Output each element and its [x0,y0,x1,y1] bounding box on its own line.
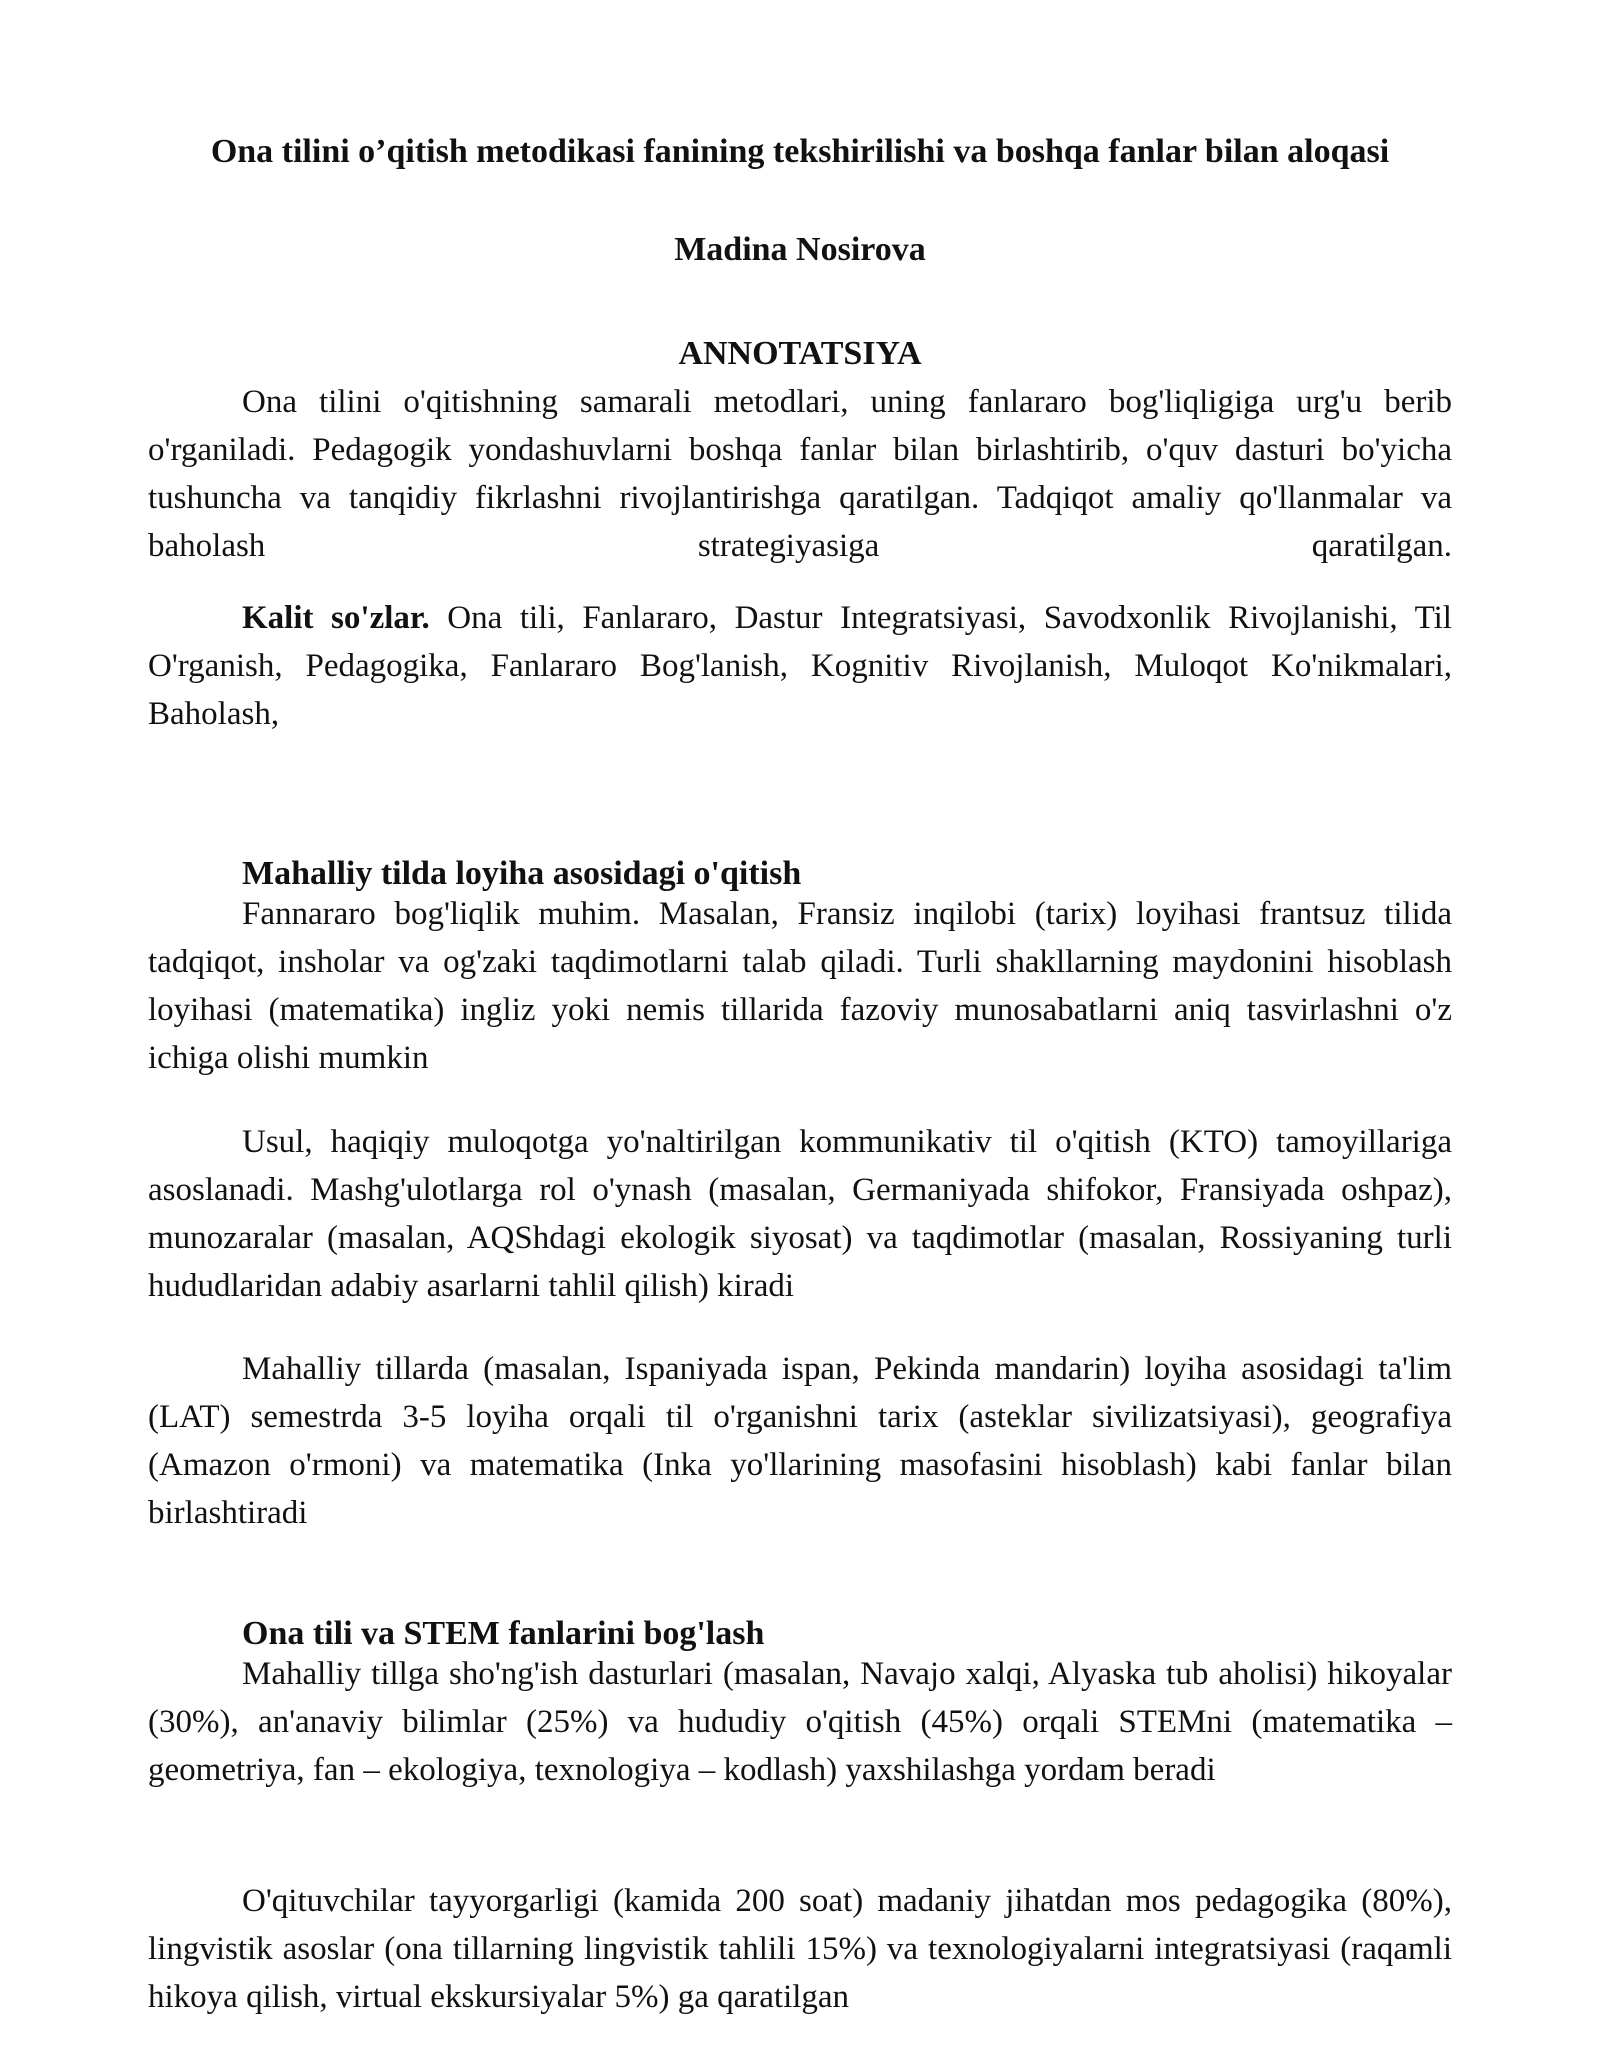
keywords-label: Kalit so'zlar. [242,600,430,636]
author-name: Madina Nosirova [674,231,926,268]
keywords-paragraph [148,594,1452,738]
section1-paragraph-2: Usul, haqiqiy muloqotga yo'naltirilgan kommunikativ til o'qitish (KTO) tamoyillariga asoslanadi. Mashg'ulotlarga rol o'ynash (masalan, Germaniyada shifokor, Fransiyada oshpaz), munozaralar (masalan, AQShdagi ekologik siyosat) va taqdimotlar (masalan, Rossiyaning turli hududlaridan adabiy asarlarni tahlil qilish) kiradi [148,1124,1452,1304]
section2-paragraph-1: Mahalliy tillga sho'ng'ish dasturlari (masalan, Navajo xalqi, Alyaska tub aholisi) hikoyalar (30%), an'anaviy bilimlar (25%) va hududiy o'qitish (45%) orqali STEMni (matematika – geometriya, fan – ekologiya, texnologiya – kodlash) yaxshilashga yordam beradi [148,1656,1452,1788]
section-heading-stem: Ona tili va STEM fanlarini bog'lash [242,1615,765,1652]
section1-paragraph-1: Fannararo bog'liqlik muhim. Masalan, Fransiz inqilobi (tarix) loyihasi frantsuz tilida tadqiqot, insholar va og'zaki taqdimotlarni talab qiladi. Turli shakllarning maydonini hisoblash loyihasi (matematika) ingliz yoki nemis tillarida fazoviy munosabatlarni aniq tasvirlashni o'z ichiga olishi mumkin [148,896,1452,1076]
section1-paragraph-3: Mahalliy tillarda (masalan, Ispaniyada ispan, Pekinda mandarin) loyiha asosidagi ta'lim (LAT) semestrda 3-5 loyiha orqali til o'rganishni tarix (asteklar sivilizatsiyasi), geografiya (Amazon o'rmoni) va matematika (Inka yo'llarining masofasini hisoblash) kabi fanlar bilan birlashtiradi [148,1351,1452,1531]
annotation-text: Ona tilini o'qitishning samarali metodlari, uning fanlararo bog'liqligiga urg'u berib o'rganiladi. Pedagogik yondashuvlarni boshqa fanlar bilan birlashtirib, o'quv dasturi bo'yicha tushuncha va tanqidiy fikrlashni rivojlantirishga qaratilgan. Tadqiqot amaliy qo'llanmalar va baholash strategiyasiga qaratilgan. [148,384,1452,564]
annotation-heading: ANNOTATSIYA [678,335,922,372]
keywords-text: Ona tili, Fanlararo, Dastur Integratsiyasi, Savodxonlik Rivojlanishi, Til O'rganish, Pedagogika, Fanlararo Bog'lanish, Kognitiv Rivojlanish, Muloqot Ko'nikmalari, Baholash, [148,600,1452,732]
paper-title: Ona tilini o’qitish metodikasi fanining tekshirilishi va boshqa fanlar bilan aloqasi [210,133,1390,170]
section-heading-project-learning: Mahalliy tilda loyiha asosidagi o'qitish [242,855,802,892]
section2-paragraph-2: O'qituvchilar tayyorgarligi (kamida 200 soat) madaniy jihatdan mos pedagogika (80%), lingvistik asoslar (ona tillarning lingvistik tahlili 15%) va texnologiyalarni integratsiyasi (raqamli hikoya qilish, virtual ekskursiyalar 5%) ga qaratilgan [148,1883,1452,2015]
